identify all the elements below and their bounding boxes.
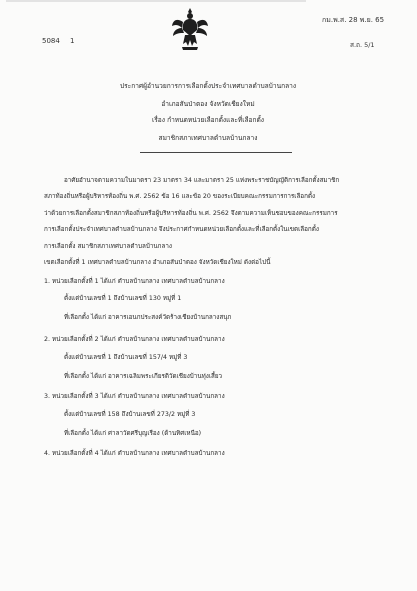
heading-line: ประกาศผู้อำนวยการการเลือกตั้งประจำเทศบาลตำบลบ้านกลาง xyxy=(119,82,297,90)
handwritten-received-note: กม.พ.ส. 28 พ.ย. 65 xyxy=(322,16,385,24)
unit-3-line: 3. หน่วยเลือกตั้งที่ 3 ได้แก่ ตำบลบ้านกลาง เทศบาลตำบลบ้านกลาง xyxy=(44,393,225,400)
body-line: สภาท้องถิ่นหรือผู้บริหารท้องถิ่น พ.ศ. 2562 ข้อ 16 และข้อ 20 ของระเบียบคณะกรรมการการเลือกตั้ง xyxy=(44,193,316,200)
unit-1-venue: ที่เลือกตั้ง ได้แก่ อาคารเอนกประสงค์วัดร้างเชียงบ้านกลางสนุก xyxy=(64,314,232,321)
unit-2-range: ตั้งแต่บ้านเลขที่ 1 ถึงบ้านเลขที่ 157/4 หมู่ที่ 3 xyxy=(64,354,188,361)
unit-3-venue: ที่เลือกตั้ง ได้แก่ ศาลาวัดศรีบุญเรือง (ด้านทิศเหนือ) xyxy=(64,430,202,437)
body-line: ว่าด้วยการเลือกตั้งสมาชิกสภาท้องถิ่นหรือผู้บริหารท้องถิ่น พ.ศ. 2562 จึงตามความเห็นชอบของคณะกรรมการ xyxy=(44,210,338,217)
heading-line: เรื่อง กำหนดหน่วยเลือกตั้งและที่เลือกตั้ง xyxy=(152,116,264,124)
unit-2-line: 2. หน่วยเลือกตั้งที่ 2 ได้แก่ ตำบลบ้านกลาง เทศบาลตำบลบ้านกลาง xyxy=(44,336,225,343)
scan-edge xyxy=(6,0,306,2)
unit-3-range: ตั้งแต่บ้านเลขที่ 158 ถึงบ้านเลขที่ 273/2 หมู่ที่ 3 xyxy=(64,411,196,418)
body-line: อาศัยอำนาจตามความในมาตรา 23 มาตรา 34 และมาตรา 25 แห่งพระราชบัญญัติการเลือกตั้งสมาชิก xyxy=(64,177,340,184)
body-line: การเลือกตั้ง สมาชิกสภาเทศบาลตำบลบ้านกลาง xyxy=(44,243,172,250)
heading-line: สมาชิกสภาเทศบาลตำบลบ้านกลาง xyxy=(158,134,258,142)
garuda-emblem-icon xyxy=(170,6,210,52)
unit-1-line: 1. หน่วยเลือกตั้งที่ 1 ได้แก่ ตำบลบ้านกลาง เทศบาลตำบลบ้านกลาง xyxy=(44,278,225,285)
unit-1-range: ตั้งแต่บ้านเลขที่ 1 ถึงบ้านเลขที่ 130 หมู่ที่ 1 xyxy=(64,295,182,302)
unit-2-venue: ที่เลือกตั้ง ได้แก่ อาคารเฉลิมพระเกียรติวัดเชียงบ้านทุ่งเสี้ยว xyxy=(64,373,223,380)
body-line: การเลือกตั้งประจำเทศบาลตำบลบ้านกลาง จึงประกาศกำหนดหน่วยเลือกตั้งและที่เลือกตั้งในเขตเลือกตั้ง xyxy=(44,226,319,233)
form-code: ส.ถ. 5/1 xyxy=(350,41,375,49)
document-number-suffix: 1 xyxy=(70,37,75,45)
body-line: เขตเลือกตั้งที่ 1 เทศบาลตำบลบ้านกลาง อำเภอสันป่าตอง จังหวัดเชียงใหม่ ดังต่อไปนี้ xyxy=(44,259,271,266)
heading-line: อำเภอสันป่าตอง จังหวัดเชียงใหม่ xyxy=(161,100,255,108)
heading-divider xyxy=(140,152,292,153)
document-number: 5084 xyxy=(42,37,60,45)
unit-4-line: 4. หน่วยเลือกตั้งที่ 4 ได้แก่ ตำบลบ้านกลาง เทศบาลตำบลบ้านกลาง xyxy=(44,450,225,457)
